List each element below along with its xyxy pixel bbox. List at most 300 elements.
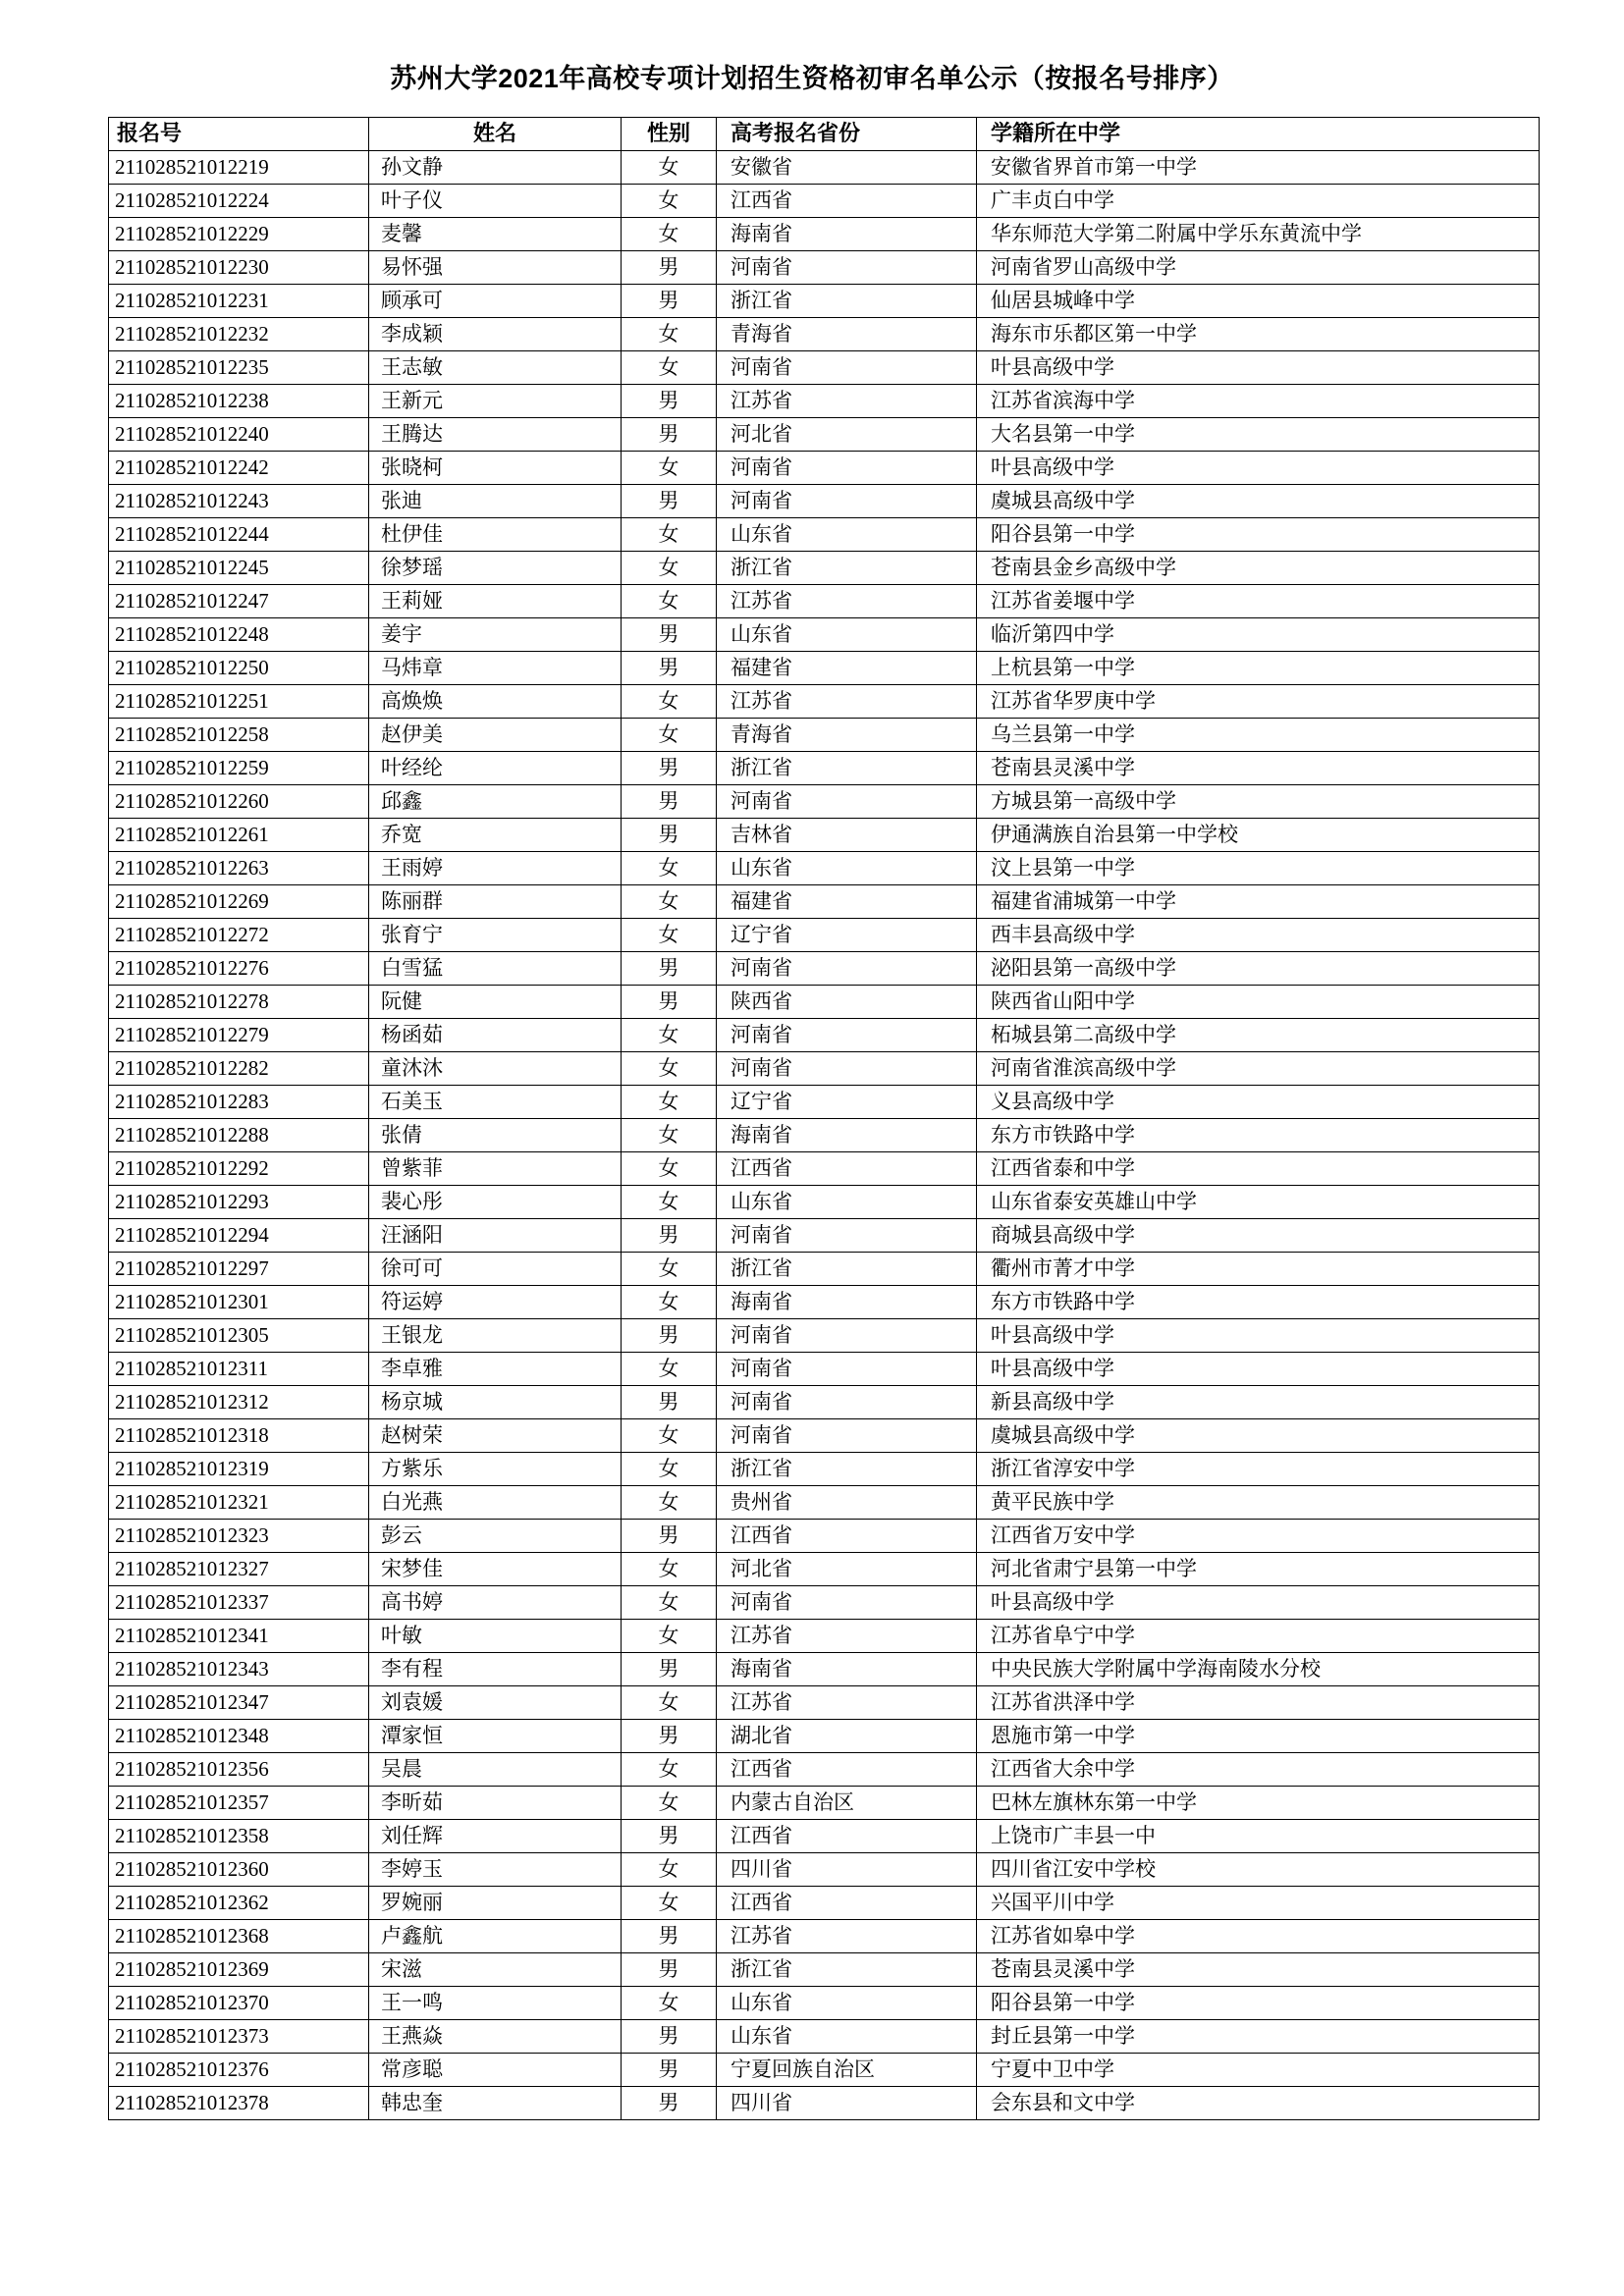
cell-gender: 女: [622, 1620, 717, 1653]
cell-name: 方紫乐: [369, 1453, 622, 1486]
table-row: [109, 885, 1540, 919]
cell-school: 苍南县灵溪中学: [977, 1953, 1540, 1987]
cell-province: 福建省: [717, 885, 977, 919]
cell-gender: 男: [622, 819, 717, 852]
table-row: [109, 1820, 1540, 1853]
cell-name: 易怀强: [369, 251, 622, 285]
table-row: [109, 251, 1540, 285]
cell-name: 李昕茹: [369, 1787, 622, 1820]
cell-name: 李成颖: [369, 318, 622, 351]
cell-name: 张晓柯: [369, 452, 622, 485]
table-row: [109, 752, 1540, 785]
cell-name: 叶经纶: [369, 752, 622, 785]
cell-school: 江苏省阜宁中学: [977, 1620, 1540, 1653]
table-row: [109, 852, 1540, 885]
cell-province: 宁夏回族自治区: [717, 2054, 977, 2087]
cell-gender: 男: [622, 251, 717, 285]
cell-name: 王志敏: [369, 351, 622, 385]
cell-province: 江苏省: [717, 585, 977, 618]
cell-application-number: 211028521012250: [109, 652, 369, 685]
cell-province: 山东省: [717, 2020, 977, 2054]
cell-school: 恩施市第一中学: [977, 1720, 1540, 1753]
cell-province: 贵州省: [717, 1486, 977, 1520]
table-row: [109, 1353, 1540, 1386]
applicant-roster-table: [108, 117, 1540, 2120]
cell-application-number: 211028521012269: [109, 885, 369, 919]
cell-gender: 男: [622, 752, 717, 785]
cell-province: 江西省: [717, 1887, 977, 1920]
cell-school: 乌兰县第一中学: [977, 719, 1540, 752]
cell-province: 河南省: [717, 1019, 977, 1052]
cell-gender: 男: [622, 785, 717, 819]
cell-name: 邱鑫: [369, 785, 622, 819]
cell-province: 河南省: [717, 785, 977, 819]
table-row: [109, 1052, 1540, 1086]
cell-gender: 女: [622, 1453, 717, 1486]
cell-application-number: 211028521012347: [109, 1686, 369, 1720]
cell-province: 河北省: [717, 1553, 977, 1586]
cell-application-number: 211028521012260: [109, 785, 369, 819]
table-row: [109, 485, 1540, 518]
cell-province: 四川省: [717, 2087, 977, 2120]
table-row: [109, 1419, 1540, 1453]
cell-school: 阳谷县第一中学: [977, 518, 1540, 552]
table-row: [109, 1453, 1540, 1486]
cell-province: 河南省: [717, 1219, 977, 1253]
cell-name: 李婷玉: [369, 1853, 622, 1887]
cell-application-number: 211028521012297: [109, 1253, 369, 1286]
cell-gender: 男: [622, 1219, 717, 1253]
cell-province: 青海省: [717, 318, 977, 351]
cell-gender: 女: [622, 685, 717, 719]
cell-gender: 男: [622, 986, 717, 1019]
cell-province: 山东省: [717, 1987, 977, 2020]
column-header-province: 高考报名省份: [717, 118, 977, 151]
cell-province: 山东省: [717, 618, 977, 652]
cell-gender: 女: [622, 585, 717, 618]
cell-name: 宋滋: [369, 1953, 622, 1987]
cell-gender: 男: [622, 2087, 717, 2120]
cell-gender: 女: [622, 452, 717, 485]
cell-gender: 女: [622, 1887, 717, 1920]
cell-name: 张倩: [369, 1119, 622, 1152]
page-title: 苏州大学2021年高校专项计划招生资格初审名单公示（按报名号排序）: [390, 64, 1234, 93]
cell-gender: 男: [622, 1953, 717, 1987]
cell-gender: 女: [622, 1286, 717, 1319]
table-row: [109, 919, 1540, 952]
cell-school: 汶上县第一中学: [977, 852, 1540, 885]
cell-application-number: 211028521012219: [109, 151, 369, 185]
cell-application-number: 211028521012283: [109, 1086, 369, 1119]
cell-application-number: 211028521012358: [109, 1820, 369, 1853]
cell-application-number: 211028521012261: [109, 819, 369, 852]
cell-name: 宋梦佳: [369, 1553, 622, 1586]
table-row: [109, 986, 1540, 1019]
cell-gender: 男: [622, 1920, 717, 1953]
cell-province: 江苏省: [717, 685, 977, 719]
cell-name: 王腾达: [369, 418, 622, 452]
table-row: [109, 1319, 1540, 1353]
cell-application-number: 211028521012263: [109, 852, 369, 885]
cell-school: 黄平民族中学: [977, 1486, 1540, 1520]
cell-application-number: 211028521012376: [109, 2054, 369, 2087]
cell-school: 河南省淮滨高级中学: [977, 1052, 1540, 1086]
cell-school: 江苏省洪泽中学: [977, 1686, 1540, 1720]
cell-school: 虞城县高级中学: [977, 485, 1540, 518]
table-row: [109, 952, 1540, 986]
cell-gender: 女: [622, 1052, 717, 1086]
cell-application-number: 211028521012288: [109, 1119, 369, 1152]
cell-school: 苍南县金乡高级中学: [977, 552, 1540, 585]
cell-school: 西丰县高级中学: [977, 919, 1540, 952]
table-row: [109, 1620, 1540, 1653]
cell-province: 江苏省: [717, 1686, 977, 1720]
cell-province: 河南省: [717, 485, 977, 518]
table-row: [109, 418, 1540, 452]
cell-name: 白光燕: [369, 1486, 622, 1520]
cell-gender: 男: [622, 485, 717, 518]
cell-name: 杜伊佳: [369, 518, 622, 552]
table-row: [109, 218, 1540, 251]
table-row: [109, 2020, 1540, 2054]
cell-application-number: 211028521012327: [109, 1553, 369, 1586]
table-row: [109, 1152, 1540, 1186]
cell-province: 海南省: [717, 1119, 977, 1152]
cell-name: 赵树荣: [369, 1419, 622, 1453]
cell-name: 姜宇: [369, 618, 622, 652]
table-row: [109, 1520, 1540, 1553]
cell-province: 浙江省: [717, 285, 977, 318]
cell-name: 符运婷: [369, 1286, 622, 1319]
cell-application-number: 211028521012276: [109, 952, 369, 986]
cell-school: 陕西省山阳中学: [977, 986, 1540, 1019]
cell-province: 浙江省: [717, 1953, 977, 1987]
cell-application-number: 211028521012232: [109, 318, 369, 351]
table-row: [109, 719, 1540, 752]
table-row: [109, 1753, 1540, 1787]
cell-name: 马炜章: [369, 652, 622, 685]
cell-application-number: 211028521012311: [109, 1353, 369, 1386]
cell-application-number: 211028521012343: [109, 1653, 369, 1686]
table-row: [109, 1586, 1540, 1620]
cell-province: 河南省: [717, 251, 977, 285]
cell-province: 河南省: [717, 1052, 977, 1086]
cell-school: 新县高级中学: [977, 1386, 1540, 1419]
table-row: [109, 285, 1540, 318]
cell-school: 叶县高级中学: [977, 1586, 1540, 1620]
column-header-name: 姓名: [369, 118, 622, 151]
cell-province: 陕西省: [717, 986, 977, 1019]
cell-name: 孙文静: [369, 151, 622, 185]
cell-gender: 女: [622, 185, 717, 218]
table-row: [109, 518, 1540, 552]
table-row: [109, 185, 1540, 218]
cell-name: 裴心彤: [369, 1186, 622, 1219]
cell-name: 徐梦瑶: [369, 552, 622, 585]
cell-school: 河北省肃宁县第一中学: [977, 1553, 1540, 1586]
cell-application-number: 211028521012231: [109, 285, 369, 318]
table-row: [109, 1686, 1540, 1720]
cell-school: 浙江省淳安中学: [977, 1453, 1540, 1486]
cell-gender: 男: [622, 2054, 717, 2087]
table-row: [109, 1720, 1540, 1753]
cell-province: 江苏省: [717, 1920, 977, 1953]
cell-school: 仙居县城峰中学: [977, 285, 1540, 318]
column-header-application-number: 报名号: [109, 118, 369, 151]
table-row: [109, 2087, 1540, 2120]
cell-school: 江西省万安中学: [977, 1520, 1540, 1553]
cell-province: 海南省: [717, 1286, 977, 1319]
cell-application-number: 211028521012360: [109, 1853, 369, 1887]
cell-gender: 男: [622, 1720, 717, 1753]
cell-name: 王一鸣: [369, 1987, 622, 2020]
cell-gender: 女: [622, 552, 717, 585]
cell-gender: 女: [622, 1086, 717, 1119]
table-body: [109, 151, 1540, 2120]
cell-gender: 女: [622, 1253, 717, 1286]
table-row: [109, 1219, 1540, 1253]
cell-application-number: 211028521012278: [109, 986, 369, 1019]
cell-name: 杨京城: [369, 1386, 622, 1419]
cell-province: 河南省: [717, 452, 977, 485]
cell-province: 青海省: [717, 719, 977, 752]
cell-application-number: 211028521012292: [109, 1152, 369, 1186]
cell-school: 泌阳县第一高级中学: [977, 952, 1540, 986]
cell-school: 上杭县第一中学: [977, 652, 1540, 685]
cell-name: 李卓雅: [369, 1353, 622, 1386]
cell-gender: 女: [622, 1186, 717, 1219]
table-row: [109, 385, 1540, 418]
cell-school: 伊通满族自治县第一中学校: [977, 819, 1540, 852]
table-row: [109, 585, 1540, 618]
cell-province: 辽宁省: [717, 1086, 977, 1119]
cell-application-number: 211028521012251: [109, 685, 369, 719]
cell-province: 浙江省: [717, 552, 977, 585]
cell-province: 河南省: [717, 1586, 977, 1620]
cell-province: 江西省: [717, 185, 977, 218]
cell-school: 山东省泰安英雄山中学: [977, 1186, 1540, 1219]
cell-school: 衢州市菁才中学: [977, 1253, 1540, 1286]
cell-province: 海南省: [717, 1653, 977, 1686]
cell-name: 王燕焱: [369, 2020, 622, 2054]
table-header: [109, 118, 1540, 151]
cell-province: 江苏省: [717, 385, 977, 418]
cell-school: 东方市铁路中学: [977, 1286, 1540, 1319]
cell-gender: 女: [622, 351, 717, 385]
table-row: [109, 1787, 1540, 1820]
cell-application-number: 211028521012348: [109, 1720, 369, 1753]
cell-name: 顾承可: [369, 285, 622, 318]
cell-application-number: 211028521012378: [109, 2087, 369, 2120]
cell-name: 高焕焕: [369, 685, 622, 719]
cell-school: 叶县高级中学: [977, 452, 1540, 485]
cell-school: 安徽省界首市第一中学: [977, 151, 1540, 185]
cell-province: 河南省: [717, 1353, 977, 1386]
table-row: [109, 685, 1540, 719]
cell-school: 华东师范大学第二附属中学乐东黄流中学: [977, 218, 1540, 251]
cell-name: 叶敏: [369, 1620, 622, 1653]
cell-gender: 男: [622, 1820, 717, 1853]
cell-gender: 女: [622, 1119, 717, 1152]
cell-application-number: 211028521012259: [109, 752, 369, 785]
cell-province: 浙江省: [717, 1453, 977, 1486]
cell-application-number: 211028521012337: [109, 1586, 369, 1620]
cell-name: 王雨婷: [369, 852, 622, 885]
cell-gender: 女: [622, 151, 717, 185]
table-row: [109, 1119, 1540, 1152]
cell-gender: 女: [622, 852, 717, 885]
cell-name: 刘任辉: [369, 1820, 622, 1853]
cell-application-number: 211028521012368: [109, 1920, 369, 1953]
cell-school: 广丰贞白中学: [977, 185, 1540, 218]
cell-school: 江苏省华罗庚中学: [977, 685, 1540, 719]
cell-gender: 女: [622, 919, 717, 952]
cell-province: 浙江省: [717, 1253, 977, 1286]
cell-name: 吴晨: [369, 1753, 622, 1787]
cell-application-number: 211028521012242: [109, 452, 369, 485]
cell-gender: 女: [622, 1787, 717, 1820]
cell-gender: 男: [622, 385, 717, 418]
cell-gender: 女: [622, 1419, 717, 1453]
cell-province: 河南省: [717, 1419, 977, 1453]
cell-gender: 男: [622, 1653, 717, 1686]
cell-application-number: 211028521012294: [109, 1219, 369, 1253]
table-row: [109, 1386, 1540, 1419]
cell-application-number: 211028521012224: [109, 185, 369, 218]
cell-application-number: 211028521012279: [109, 1019, 369, 1052]
cell-name: 常彦聪: [369, 2054, 622, 2087]
cell-name: 杨函茹: [369, 1019, 622, 1052]
table-row: [109, 351, 1540, 385]
cell-name: 白雪猛: [369, 952, 622, 986]
cell-school: 阳谷县第一中学: [977, 1987, 1540, 2020]
cell-school: 封丘县第一中学: [977, 2020, 1540, 2054]
cell-name: 李有程: [369, 1653, 622, 1686]
cell-school: 上饶市广丰县一中: [977, 1820, 1540, 1853]
cell-gender: 男: [622, 652, 717, 685]
table-row: [109, 1553, 1540, 1586]
cell-school: 宁夏中卫中学: [977, 2054, 1540, 2087]
cell-province: 江西省: [717, 1152, 977, 1186]
cell-province: 河南省: [717, 952, 977, 986]
cell-gender: 男: [622, 618, 717, 652]
cell-application-number: 211028521012323: [109, 1520, 369, 1553]
cell-name: 卢鑫航: [369, 1920, 622, 1953]
cell-gender: 女: [622, 719, 717, 752]
cell-application-number: 211028521012238: [109, 385, 369, 418]
table-row: [109, 1086, 1540, 1119]
cell-gender: 男: [622, 952, 717, 986]
cell-name: 刘袁媛: [369, 1686, 622, 1720]
cell-name: 罗婉丽: [369, 1887, 622, 1920]
cell-province: 四川省: [717, 1853, 977, 1887]
cell-name: 曾紫菲: [369, 1152, 622, 1186]
table-row: [109, 1486, 1540, 1520]
cell-school: 兴国平川中学: [977, 1887, 1540, 1920]
cell-gender: 女: [622, 1987, 717, 2020]
table-row: [109, 2054, 1540, 2087]
cell-province: 海南省: [717, 218, 977, 251]
cell-name: 麦馨: [369, 218, 622, 251]
cell-application-number: 211028521012229: [109, 218, 369, 251]
cell-application-number: 211028521012293: [109, 1186, 369, 1219]
cell-gender: 男: [622, 285, 717, 318]
cell-school: 虞城县高级中学: [977, 1419, 1540, 1453]
cell-gender: 男: [622, 418, 717, 452]
cell-school: 会东县和文中学: [977, 2087, 1540, 2120]
cell-name: 高书婷: [369, 1586, 622, 1620]
cell-gender: 女: [622, 1853, 717, 1887]
table-row: [109, 1920, 1540, 1953]
cell-school: 苍南县灵溪中学: [977, 752, 1540, 785]
cell-application-number: 211028521012235: [109, 351, 369, 385]
column-header-school: 学籍所在中学: [977, 118, 1540, 151]
cell-name: 叶子仪: [369, 185, 622, 218]
cell-province: 河南省: [717, 351, 977, 385]
table-row: [109, 618, 1540, 652]
cell-province: 河南省: [717, 1386, 977, 1419]
table-row: [109, 1987, 1540, 2020]
table-row: [109, 1019, 1540, 1052]
cell-province: 河北省: [717, 418, 977, 452]
table-row: [109, 1653, 1540, 1686]
cell-school: 江苏省姜堰中学: [977, 585, 1540, 618]
cell-gender: 男: [622, 2020, 717, 2054]
cell-application-number: 211028521012318: [109, 1419, 369, 1453]
cell-school: 海东市乐都区第一中学: [977, 318, 1540, 351]
cell-gender: 女: [622, 1586, 717, 1620]
cell-province: 辽宁省: [717, 919, 977, 952]
cell-application-number: 211028521012258: [109, 719, 369, 752]
cell-province: 山东省: [717, 518, 977, 552]
table-row: [109, 1853, 1540, 1887]
cell-name: 陈丽群: [369, 885, 622, 919]
cell-school: 河南省罗山高级中学: [977, 251, 1540, 285]
cell-name: 乔宽: [369, 819, 622, 852]
cell-gender: 女: [622, 1753, 717, 1787]
cell-application-number: 211028521012319: [109, 1453, 369, 1486]
cell-school: 柘城县第二高级中学: [977, 1019, 1540, 1052]
cell-school: 临沂第四中学: [977, 618, 1540, 652]
cell-name: 潭家恒: [369, 1720, 622, 1753]
cell-school: 大名县第一中学: [977, 418, 1540, 452]
cell-gender: 女: [622, 518, 717, 552]
table-row: [109, 785, 1540, 819]
table-row: [109, 1186, 1540, 1219]
cell-application-number: 211028521012362: [109, 1887, 369, 1920]
cell-school: 中央民族大学附属中学海南陵水分校: [977, 1653, 1540, 1686]
table-row: [109, 652, 1540, 685]
cell-province: 江苏省: [717, 1620, 977, 1653]
cell-province: 内蒙古自治区: [717, 1787, 977, 1820]
cell-gender: 男: [622, 1386, 717, 1419]
table-row: [109, 151, 1540, 185]
cell-gender: 男: [622, 1520, 717, 1553]
cell-name: 王银龙: [369, 1319, 622, 1353]
cell-province: 浙江省: [717, 752, 977, 785]
cell-province: 河南省: [717, 1319, 977, 1353]
cell-gender: 男: [622, 1319, 717, 1353]
cell-province: 江西省: [717, 1520, 977, 1553]
cell-application-number: 211028521012373: [109, 2020, 369, 2054]
table-row: [109, 452, 1540, 485]
cell-name: 赵伊美: [369, 719, 622, 752]
cell-application-number: 211028521012244: [109, 518, 369, 552]
cell-school: 叶县高级中学: [977, 351, 1540, 385]
cell-province: 江西省: [717, 1753, 977, 1787]
cell-gender: 女: [622, 1019, 717, 1052]
cell-gender: 女: [622, 1353, 717, 1386]
